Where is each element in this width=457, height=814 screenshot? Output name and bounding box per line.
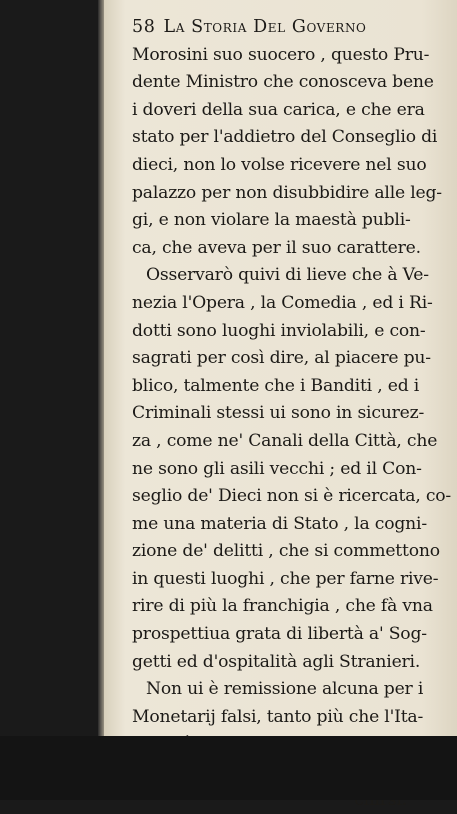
text-line: Morosini suo suocero , questo Pru-	[132, 44, 430, 65]
text-line: ne sono gli asili vecchi ; ed il Con-	[132, 458, 422, 479]
text-line: nezia l'Opera , la Comedia , ed i Ri-	[132, 292, 433, 313]
running-head	[132, 14, 437, 42]
text-line: palazzo per non disubbidire alle leg-	[132, 182, 442, 203]
page-text	[132, 14, 452, 814]
text-line: zione de' delitti , che si commettono	[132, 541, 440, 562]
text-line: me una materia di Stato , la cogni-	[132, 513, 427, 534]
text-line: sagrati per così dire, al piacere pu-	[132, 348, 431, 369]
text-line: prospettiua grata di libertà a' Sog-	[132, 624, 427, 645]
page-number: 58	[132, 17, 156, 37]
text-line: blico, talmente che i Banditi , ed i	[132, 375, 420, 396]
text-line: stato per l'addietro del Conseglio di	[132, 127, 438, 148]
text-line: gi, e non violare la maestà publi-	[132, 210, 411, 231]
text-line: Criminali stessi ui sono in sicurez-	[132, 403, 425, 424]
text-line: ca, che aveva per il suo carattere.	[132, 237, 421, 258]
text-line: i doveri della sua carica, e che era	[132, 99, 425, 120]
text-line: za , come ne' Canali della Città, che	[132, 430, 438, 451]
text-line-paragraph-start: Non ui è remissione alcuna per i	[146, 679, 424, 700]
text-line: in questi luoghi , che per farne rive-	[132, 568, 439, 589]
scan-background	[0, 736, 457, 800]
text-line: getti ed d'ospitalità agli Stranieri.	[132, 651, 421, 672]
text-line: dieci, non lo volse ricevere nel suo	[132, 154, 427, 175]
running-title: La Storia Del Governo	[163, 17, 367, 37]
text-line-paragraph-start: Osservarò quivi di lieve che à Ve-	[146, 265, 429, 286]
text-line: dotti sono luoghi inviolabili, e con-	[132, 320, 426, 341]
text-line: Monetarij falsi, tanto più che l'Ita-	[132, 706, 424, 727]
text-line: seglio de' Dieci non si è ricercata, co-	[132, 486, 452, 507]
text-line: rire di più la franchigia , che fà vna	[132, 596, 433, 617]
text-line: dente Ministro che conosceva bene	[132, 72, 434, 93]
